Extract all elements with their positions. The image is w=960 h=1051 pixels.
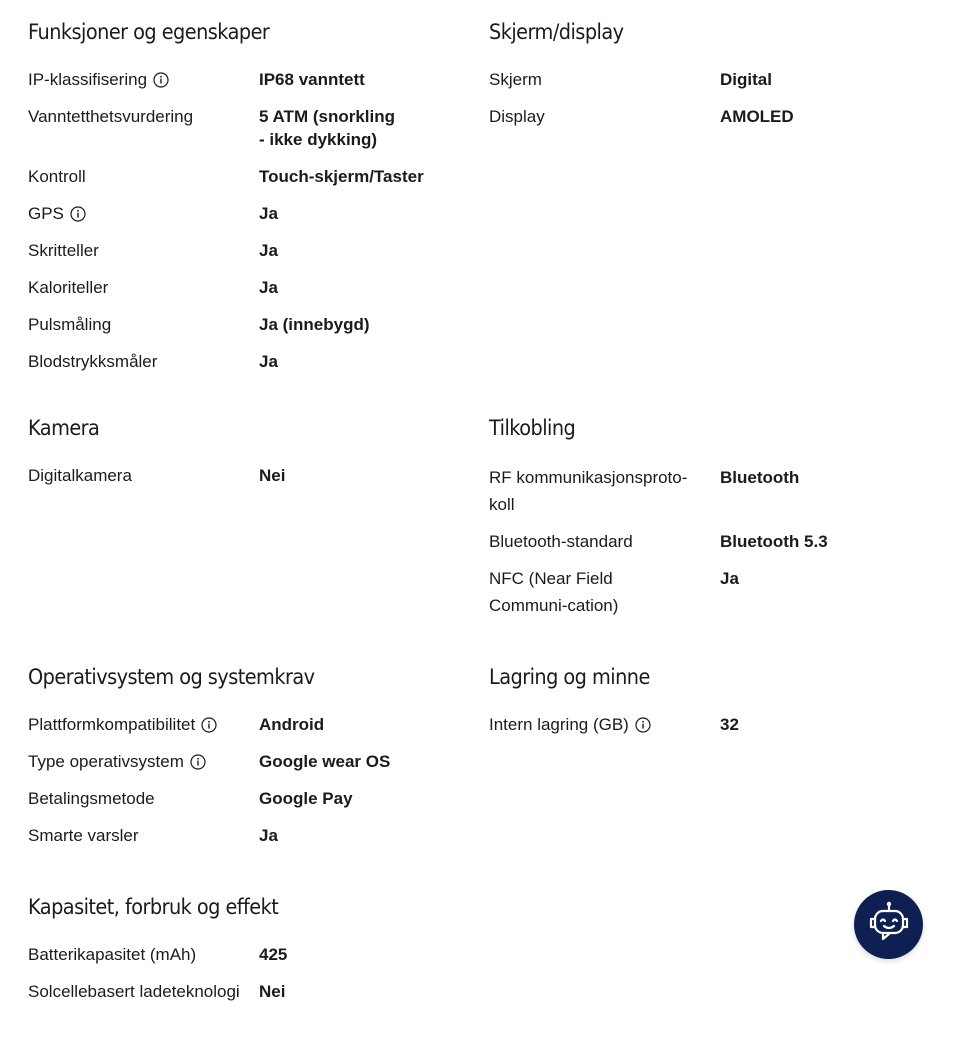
spec-value: Nei: [259, 466, 286, 485]
section-camera: [28, 416, 399, 501]
spec-row: [28, 824, 459, 847]
assistant-chat-button[interactable]: [854, 890, 923, 959]
spec-value: Ja: [259, 241, 278, 260]
spec-value: Android: [259, 715, 325, 734]
spec-value: Ja (innebygd): [259, 315, 370, 334]
section-os: [28, 665, 459, 861]
spec-value: Digital: [720, 70, 772, 89]
spec-value: IP68 vanntett: [259, 70, 365, 89]
spec-label: Pulsmåling: [28, 315, 112, 334]
spec-row: [28, 105, 459, 151]
spec-label: Skritteller: [28, 241, 99, 260]
spec-row: [489, 565, 860, 619]
spec-label: GPS: [28, 204, 64, 223]
spec-row: [489, 68, 860, 91]
spec-label: Solcellebasert ladeteknologi: [28, 982, 240, 1001]
spec-row: [28, 750, 459, 773]
spec-value: 425: [259, 945, 288, 964]
section-features: [28, 20, 459, 387]
spec-label: Plattformkompatibilitet: [28, 715, 196, 734]
spec-row: [28, 68, 459, 91]
section-title: Lagring og minne: [489, 665, 650, 689]
spec-value: Ja: [720, 569, 739, 588]
section-capacity: [28, 895, 399, 1017]
section-storage: [489, 665, 860, 750]
spec-row: [28, 313, 459, 336]
section-title: Skjerm/display: [489, 20, 624, 44]
info-icon[interactable]: [70, 206, 86, 222]
spec-label: Display: [489, 107, 545, 126]
spec-label: Blodstrykksmåler: [28, 352, 158, 371]
spec-value: Ja: [259, 826, 278, 845]
spec-value: Nei: [259, 982, 286, 1001]
spec-label: Intern lagring (GB): [489, 715, 629, 734]
spec-row: [28, 276, 459, 299]
spec-label: NFC (Near Field Communi-cation): [489, 569, 619, 615]
robot-assistant-icon: [865, 898, 913, 951]
spec-value: Ja: [259, 204, 278, 223]
spec-value: Ja: [259, 278, 278, 297]
spec-label: Kontroll: [28, 167, 86, 186]
spec-value: Ja: [259, 352, 278, 371]
spec-value: 32: [720, 715, 739, 734]
spec-label: Betalingsmetode: [28, 789, 155, 808]
spec-row: [28, 787, 459, 810]
section-title: Funksjoner og egenskaper: [28, 20, 270, 44]
section-title: Kapasitet, forbruk og effekt: [28, 895, 279, 919]
info-icon[interactable]: [635, 717, 651, 733]
spec-row: [489, 464, 860, 518]
spec-label: IP-klassifisering: [28, 70, 148, 89]
section-connectivity: [489, 416, 860, 629]
spec-value: AMOLED: [720, 107, 794, 126]
info-icon[interactable]: [153, 72, 169, 88]
spec-row: [489, 105, 860, 128]
spec-value: Google Pay: [259, 789, 353, 808]
spec-value: Bluetooth: [720, 468, 800, 487]
spec-label: Type operativsystem: [28, 752, 184, 771]
spec-label: Bluetooth-standard: [489, 532, 633, 551]
section-title: Operativsystem og systemkrav: [28, 665, 315, 689]
spec-label: RF kommunikasjonsproto-koll: [489, 468, 688, 514]
spec-row: [28, 943, 399, 966]
spec-row: [28, 165, 459, 188]
spec-row: [28, 980, 399, 1003]
spec-value: 5 ATM (snorkling - ikke dykking): [259, 107, 395, 149]
spec-row: [28, 202, 459, 225]
spec-label: Vanntetthetsvurdering: [28, 107, 194, 126]
spec-value: Touch-skjerm/Taster: [259, 167, 424, 186]
spec-row: [489, 713, 860, 736]
spec-row: [28, 239, 459, 262]
section-display: [489, 20, 860, 142]
spec-row: [28, 464, 399, 487]
info-icon[interactable]: [201, 717, 217, 733]
spec-row: [28, 350, 459, 373]
spec-value: Bluetooth 5.3: [720, 532, 828, 551]
section-title: Kamera: [28, 416, 100, 440]
info-icon[interactable]: [190, 754, 206, 770]
spec-label: Skjerm: [489, 70, 542, 89]
spec-label: Smarte varsler: [28, 826, 139, 845]
spec-label: Digitalkamera: [28, 466, 132, 485]
spec-row: [489, 528, 860, 555]
section-title: Tilkobling: [489, 416, 576, 440]
spec-row: [28, 713, 459, 736]
spec-value: Google wear OS: [259, 752, 391, 771]
spec-label: Kaloriteller: [28, 278, 109, 297]
spec-label: Batterikapasitet (mAh): [28, 945, 197, 964]
